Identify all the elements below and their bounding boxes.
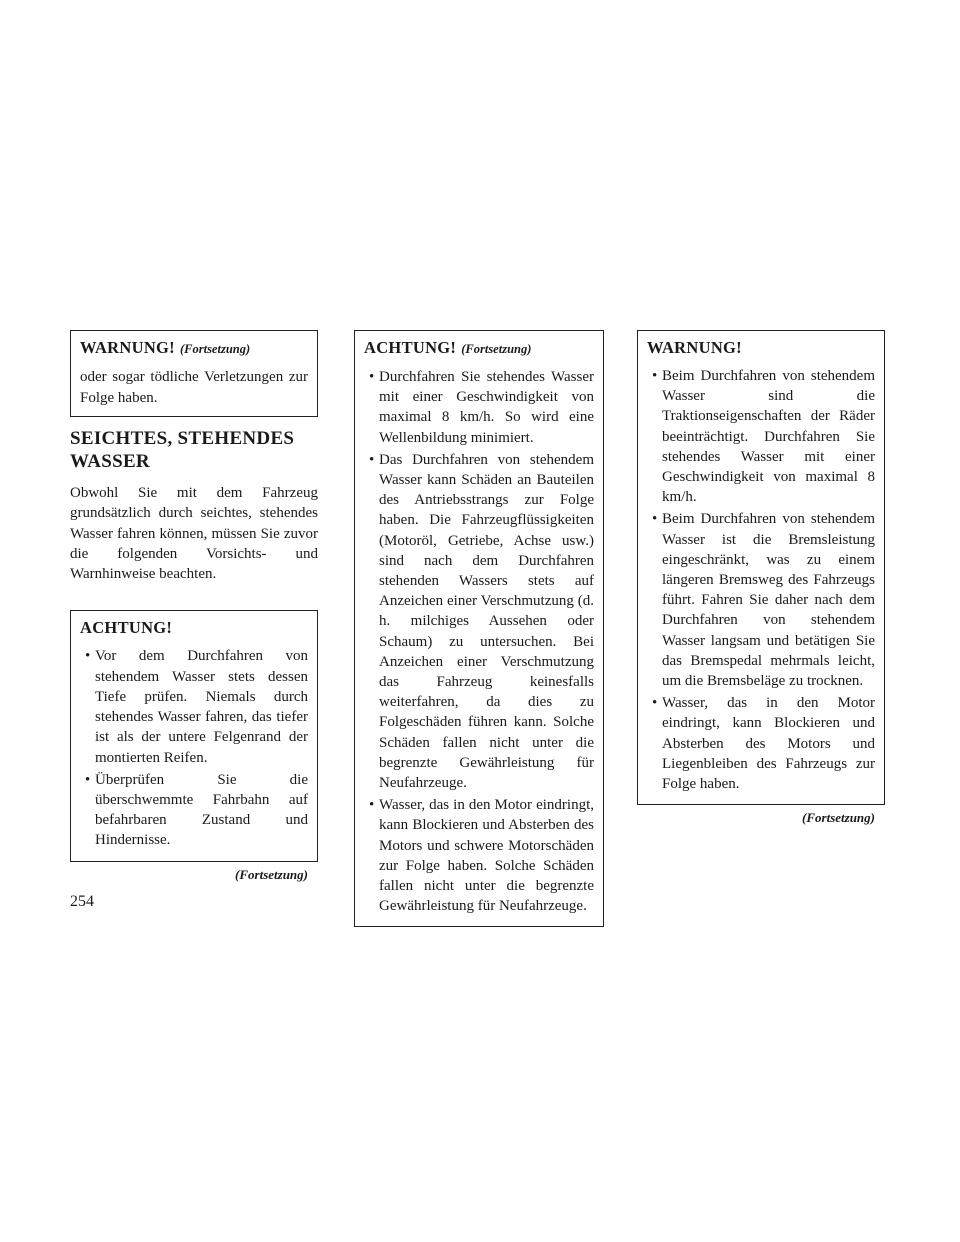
list-item: • Beim Durchfahren von stehendem Wasser sind die Traktionseigenschaften der Räder beeinträchtigt. Durchfahren Sie stehendes Wasser mit einer Geschwindigkeit von maximal 8 km/h. xyxy=(652,368,875,506)
caution-label: ACHTUNG! xyxy=(364,338,457,357)
column-left xyxy=(70,330,318,883)
list-item: • Das Durchfahren von stehendem Wasser kann Schäden an Bauteilen des Antriebsstrangs zur Folge haben. Die Fahrzeugflüssigkeiten (Motoröl, Getriebe, Achse usw.) sind nach dem Durchfahren stehenden Wassers stets auf Anzeichen einer Verschmutzung (d. h. milchiges Aussehen oder Schaum) zu untersuchen. Bei Anzeichen einer Verschmutzung das Fahrzeug keinesfalls weiterfahren, da dies zu Folgeschäden führen kann. Solche Schäden fallen nicht unter die begrenzte Gewährleistung für Neufahrzeuge. xyxy=(369,451,594,792)
warning-box xyxy=(637,330,885,805)
list-item: • Vor dem Durchfahren von stehendem Wasser stets dessen Tiefe prüfen. Niemals durch stehendes Wasser fahren, das tiefer ist als der untere Felgenrand der montierten Reifen. xyxy=(85,648,308,766)
list-item: • Überprüfen Sie die überschwemmte Fahrbahn auf befahrbaren Zustand und Hindernisse. xyxy=(85,771,308,849)
page-number: 254 xyxy=(70,893,94,910)
caution-box xyxy=(70,610,318,861)
continuation-footer: (Fortsetzung) xyxy=(235,866,308,882)
list-item: • Durchfahren Sie stehendes Wasser mit einer Geschwindigkeit von maximal 8 km/h. So wird eine Wellenbildung minimiert. xyxy=(369,369,594,446)
continuation-label: (Fortsetzung) xyxy=(179,342,251,356)
heading-line-1: SEICHTES, STEHENDES xyxy=(70,428,295,449)
warning-title xyxy=(80,338,308,359)
section-heading xyxy=(70,427,318,473)
caution-list xyxy=(80,646,308,850)
heading-line-2: WASSER xyxy=(70,451,150,472)
warning-list xyxy=(647,366,875,794)
warning-text: oder sogar tödliche Verletzungen zur Folge haben. xyxy=(80,369,308,406)
intro-paragraph: Obwohl Sie mit dem Fahrzeug grundsätzlich durch seichtes, stehendes Wasser fahren können, müssen Sie zuvor die folgenden Vorsichts- und Warnhinweise beachten. xyxy=(70,485,318,583)
column-right xyxy=(637,330,885,826)
list-item: • Wasser, das in den Motor eindringt, kann Blockieren und Absterben des Motors und Liegenbleiben des Fahrzeugs zur Folge haben. xyxy=(652,695,875,793)
warning-title: WARNUNG! xyxy=(647,338,742,357)
list-item: • Wasser, das in den Motor eindringt, kann Blockieren und Absterben des Motors und schwere Motorschäden zur Folge haben. Solche Schäden fallen nicht unter die begrenzte Gewährleistung für Neufahrzeuge. xyxy=(369,797,594,915)
warning-label: WARNUNG! xyxy=(80,338,175,357)
list-item: • Beim Durchfahren von stehendem Wasser ist die Bremsleistung eingeschränkt, was zu einem längeren Bremsweg des Fahrzeugs führt. Fahren Sie daher nach dem Durchfahren von stehendem Wasser langsam und betätigen Sie das Bremspedal mehrmals leicht, um die Bremsbeläge zu trocknen. xyxy=(652,511,875,690)
continuation-label: (Fortsetzung) xyxy=(461,342,532,356)
column-middle xyxy=(354,330,604,927)
warning-box-continued xyxy=(70,330,318,417)
caution-box-continued xyxy=(354,330,604,927)
caution-list xyxy=(364,367,594,916)
caution-title xyxy=(364,338,594,359)
continuation-footer: (Fortsetzung) xyxy=(802,810,875,826)
caution-title: ACHTUNG! xyxy=(80,618,173,638)
